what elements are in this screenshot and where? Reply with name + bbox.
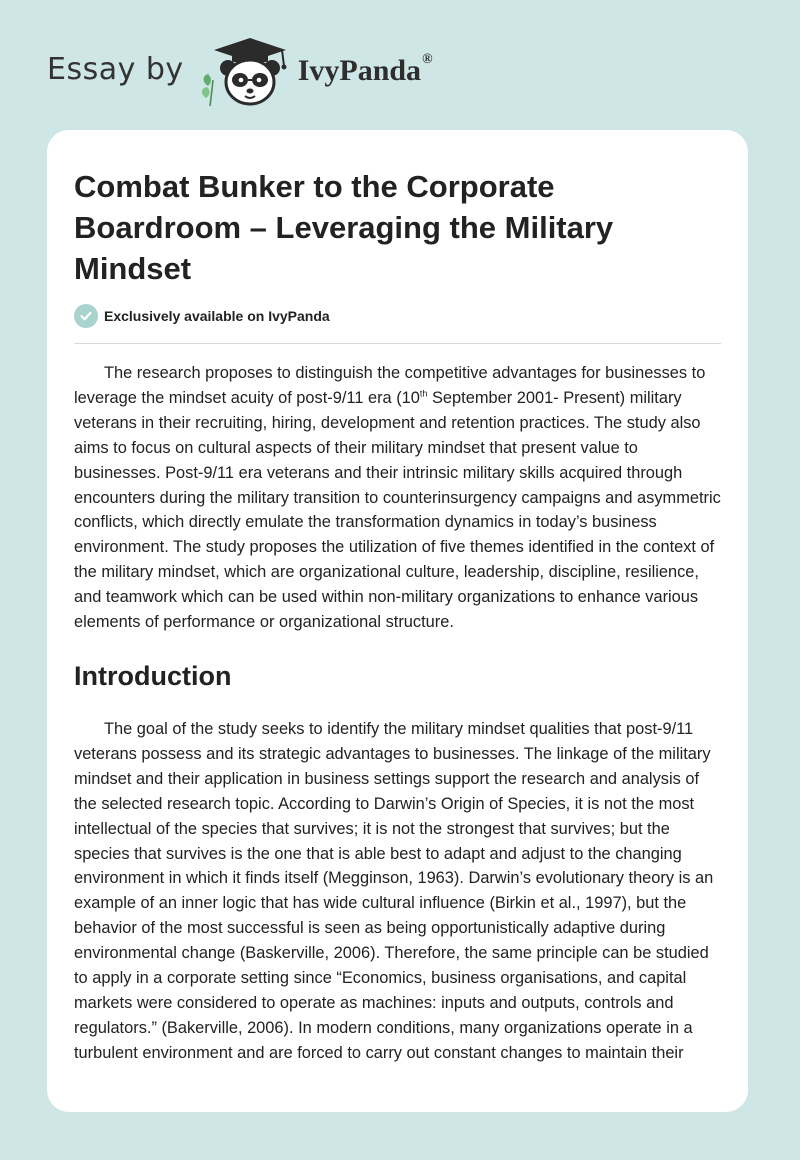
registered-mark: ® [422, 52, 433, 67]
abstract-text-start: The research proposes to distinguish the competitive advantages for businesses to leverage the mindset acuity of post-9/11 era (10 [74, 364, 706, 407]
brand-name[interactable] [298, 54, 433, 88]
exclusive-label: Exclusively available on IvyPanda [104, 308, 330, 324]
abstract-text-end: September 2001- Present) military veterans in their recruiting, hiring, development and retention practices. The study also aims to focus on cultural aspects of their military mindset that present value to businesses. Post-9/11 era veterans and their intrinsic military skills acquired through encounters during the military transition to counterinsurgency campaigns and asymmetric conflicts, which directly emulate the transformation dynamics in today’s business environment. The study proposes the utilization of five themes identified in the context of the military mindset, which are organizational culture, leadership, discipline, resilience, and teamwork which can be used within non-military organizations to enhance various elements of performance or organizational structure. [74, 388, 721, 632]
essay-title: Combat Bunker to the Corporate Boardroom – Leveraging the Military Mindset [74, 169, 614, 286]
panda-graduate-icon[interactable] [198, 36, 294, 108]
site-header [47, 36, 433, 108]
essay-by-label: Essay by [47, 51, 184, 87]
abstract-paragraph [74, 361, 721, 635]
introduction-heading: Introduction [74, 660, 232, 691]
checkmark-icon [74, 304, 98, 328]
ivy-leaf-icon [202, 74, 213, 106]
brand-text: IvyPanda [297, 54, 422, 87]
exclusive-badge [74, 303, 721, 329]
divider [74, 343, 721, 344]
introduction-paragraph: The goal of the study seeks to identify the military mindset qualities that post-9/11 veterans possess and its strategic advantages to businesses. The linkage of the military mindset and their application in business settings support the research and analysis of the selected research topic. According to Darwin’s Origin of Species, it is not the most intellectual of the species that survives; it is not the strongest that survives; but the species that survives is the one that is able best to adapt and adjust to the changing environment in which it finds itself (Megginson, 1963). Darwin’s evolutionary theory is an example of an inner logic that has wide cultural influence (Birkin et al., 1997), but the behavior of the most successful is seen as being opportunistically adaptive during environmental change (Baskerville, 2006). Therefore, the same principle can be studied to apply in a corporate setting since “Economics, business organisations, and capital markets were considered to operate as machines: inputs and outputs, controls and regulators.” (Bakerville, 2006). In modern conditions, many organizations operate in a turbulent environment and are forced to carry out constant changes to maintain their [74, 719, 714, 1062]
essay-card [47, 130, 748, 1112]
ordinal-suffix: th [419, 388, 428, 399]
